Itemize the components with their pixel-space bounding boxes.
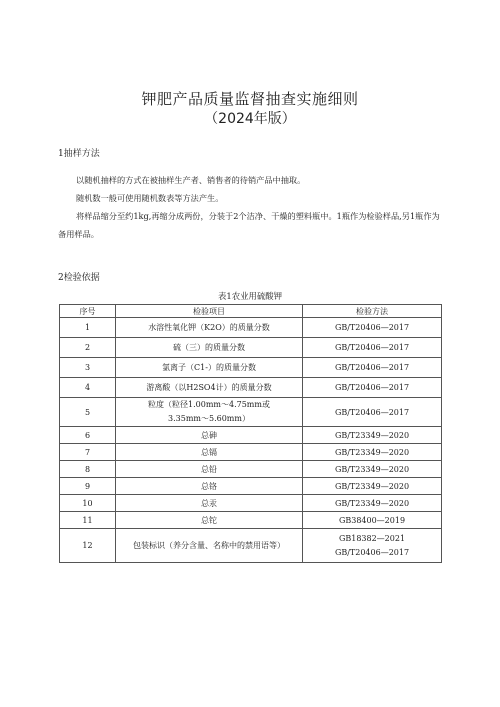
table-row: [60, 427, 442, 444]
table-row: [60, 461, 442, 478]
document-title: 钾肥产品质量监督抽查实施细则: [141, 90, 359, 108]
row-no: 7: [60, 444, 116, 461]
row-item: 氯离子（C1-）的质量分数: [116, 358, 303, 378]
table-row: [60, 495, 442, 512]
row-item: 总镉: [116, 444, 303, 461]
table-row: [60, 338, 442, 358]
column-header-no: 序号: [60, 305, 116, 318]
row-item: [116, 398, 303, 427]
row-no: 11: [60, 512, 116, 529]
row-item: 游离酸（以H2SO4计）的质量分数: [116, 378, 303, 398]
section1-paragraph-1: 以随机抽样的方式在被抽样生产者、销售者的待销产品中抽取。: [76, 175, 306, 185]
row-method: GB/T23349—2020: [303, 461, 442, 478]
row-method: GB/T20406—2017: [303, 318, 442, 338]
row-no: 9: [60, 478, 116, 495]
row-method: GB/T20406—2017: [303, 338, 442, 358]
row-no: 12: [60, 529, 116, 563]
row-no: 10: [60, 495, 116, 512]
table-row: [60, 444, 442, 461]
section1-paragraph-2: 随机数一般可使用随机数表等方法产生。: [76, 193, 224, 203]
row-method-line-2: GB/T20406—2017: [334, 547, 410, 557]
row-item-line-2: 3.35mm～5.60mm）: [168, 414, 250, 423]
table-caption: 表1农业用硫酸钾: [218, 291, 282, 301]
table-row: [60, 529, 442, 563]
row-method: [303, 529, 442, 563]
row-no: 3: [60, 358, 116, 378]
row-item: 总汞: [116, 495, 303, 512]
row-item: 总铅: [116, 461, 303, 478]
table-header-row: [60, 305, 442, 318]
row-method: GB/T23349—2020: [303, 427, 442, 444]
row-item: 总铊: [116, 512, 303, 529]
row-method: GB38400—2019: [303, 512, 442, 529]
row-method: GB/T23349—2020: [303, 495, 442, 512]
section1-heading: 1抽样方法: [58, 149, 100, 159]
row-item: 总铬: [116, 478, 303, 495]
column-header-item: 检验项目: [116, 305, 303, 318]
row-no: 2: [60, 338, 116, 358]
table-row: [60, 318, 442, 338]
row-item: 硫（三）的质量分数: [116, 338, 303, 358]
section1-paragraph-3: 将样品缩分至约1kg,再缩分成两份，分装于2个洁净、干燥的塑料瓶中。1瓶作为检验样品,另1瓶作为备用样品。: [58, 211, 440, 239]
table-row: [60, 378, 442, 398]
row-method-line-1: GB18382—2021: [338, 533, 406, 543]
table-row: [60, 512, 442, 529]
table-row: [60, 398, 442, 427]
row-method: GB/T20406—2017: [303, 358, 442, 378]
row-no: 8: [60, 461, 116, 478]
table-row: [60, 478, 442, 495]
row-no: 6: [60, 427, 116, 444]
row-method: GB/T23349—2020: [303, 444, 442, 461]
inspection-table: [59, 304, 442, 563]
row-no: 1: [60, 318, 116, 338]
row-item-line-1: 粒度（粒径1.00mm～4.75mm或: [148, 400, 270, 409]
row-method: GB/T20406—2017: [303, 378, 442, 398]
row-no: 5: [60, 398, 116, 427]
document-subtitle: （2024年版）: [204, 111, 296, 127]
column-header-method: 检验方法: [303, 305, 442, 318]
row-method: GB/T23349—2020: [303, 478, 442, 495]
table-row: [60, 358, 442, 378]
row-item: 水溶性氧化钾（K2O）的质量分数: [116, 318, 303, 338]
row-item: 包装标识（养分含量、名称中的禁用语等）: [116, 529, 303, 563]
section2-heading: 2检验依据: [58, 273, 100, 283]
row-no: 4: [60, 378, 116, 398]
row-item: 总砷: [116, 427, 303, 444]
row-method: GB/T20406—2017: [303, 398, 442, 427]
